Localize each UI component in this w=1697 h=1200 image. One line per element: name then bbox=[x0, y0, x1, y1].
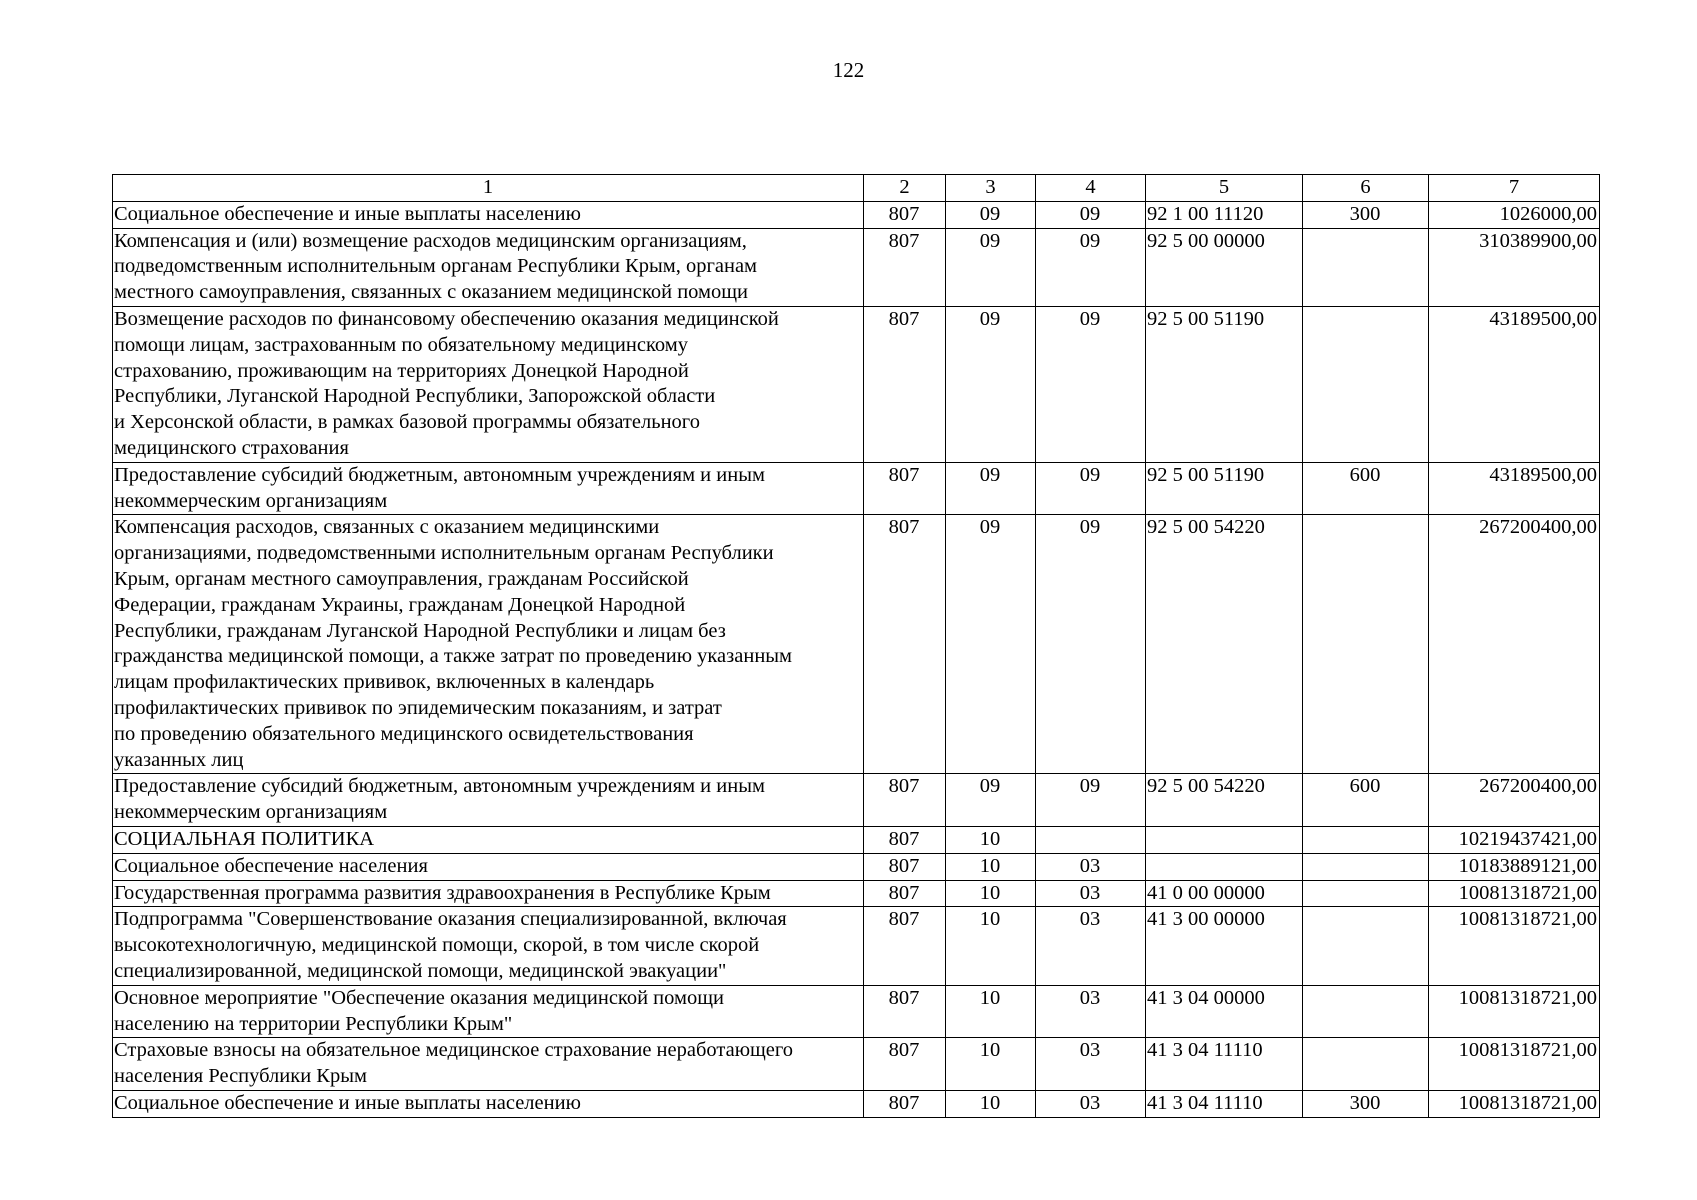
row-name: СОЦИАЛЬНАЯ ПОЛИТИКА bbox=[113, 826, 864, 853]
section-code: 09 bbox=[946, 462, 1036, 515]
page-number: 122 bbox=[832, 58, 865, 82]
expense-type-code bbox=[1303, 826, 1429, 853]
table-row bbox=[113, 462, 1600, 515]
section-code: 09 bbox=[946, 774, 1036, 827]
section-code: 09 bbox=[946, 228, 1036, 306]
column-header: 3 bbox=[946, 175, 1036, 202]
target-article-code: 92 1 00 11120 bbox=[1146, 201, 1303, 228]
row-name: Компенсация и (или) возмещение расходов медицинским организациям, подведомственным исполнительным органам Республики Крым, органам местного самоуправления, связанных с оказанием медицинской помощи bbox=[113, 228, 864, 306]
expense-type-code bbox=[1303, 880, 1429, 907]
row-name: Предоставление субсидий бюджетным, автономным учреждениям и иным некоммерческим организациям bbox=[113, 774, 864, 827]
table-row bbox=[113, 907, 1600, 985]
table-row bbox=[113, 306, 1600, 462]
expense-type-code: 300 bbox=[1303, 201, 1429, 228]
table-row bbox=[113, 201, 1600, 228]
subsection-code: 09 bbox=[1036, 201, 1146, 228]
column-header: 1 bbox=[113, 175, 864, 202]
subsection-code: 03 bbox=[1036, 880, 1146, 907]
section-code: 10 bbox=[946, 1090, 1036, 1117]
target-article-code: 41 3 04 11110 bbox=[1146, 1090, 1303, 1117]
amount: 10081318721,00 bbox=[1429, 1038, 1600, 1091]
expense-type-code bbox=[1303, 907, 1429, 985]
expense-type-code bbox=[1303, 985, 1429, 1038]
ministry-code: 807 bbox=[864, 880, 946, 907]
section-code: 10 bbox=[946, 826, 1036, 853]
expense-type-code bbox=[1303, 1038, 1429, 1091]
row-name: Государственная программа развития здравоохранения в Республике Крым bbox=[113, 880, 864, 907]
expense-type-code bbox=[1303, 228, 1429, 306]
amount: 310389900,00 bbox=[1429, 228, 1600, 306]
section-code: 10 bbox=[946, 853, 1036, 880]
amount: 10081318721,00 bbox=[1429, 985, 1600, 1038]
subsection-code: 09 bbox=[1036, 228, 1146, 306]
table-row bbox=[113, 853, 1600, 880]
row-name: Подпрограмма "Совершенствование оказания специализированной, включая высокотехнологичную, медицинской помощи, скорой, в том числе скорой специализированной, медицинской помощи, медицинской эвакуации" bbox=[113, 907, 864, 985]
subsection-code: 03 bbox=[1036, 985, 1146, 1038]
column-header: 4 bbox=[1036, 175, 1146, 202]
row-name: Предоставление субсидий бюджетным, автономным учреждениям и иным некоммерческим организациям bbox=[113, 462, 864, 515]
expense-type-code bbox=[1303, 853, 1429, 880]
amount: 10219437421,00 bbox=[1429, 826, 1600, 853]
target-article-code: 41 3 04 00000 bbox=[1146, 985, 1303, 1038]
expense-type-code: 600 bbox=[1303, 462, 1429, 515]
table-row bbox=[113, 1090, 1600, 1117]
ministry-code: 807 bbox=[864, 853, 946, 880]
section-code: 09 bbox=[946, 201, 1036, 228]
target-article-code: 92 5 00 54220 bbox=[1146, 515, 1303, 774]
target-article-code: 92 5 00 51190 bbox=[1146, 462, 1303, 515]
subsection-code: 03 bbox=[1036, 1090, 1146, 1117]
ministry-code: 807 bbox=[864, 907, 946, 985]
target-article-code: 41 3 00 00000 bbox=[1146, 907, 1303, 985]
table-row bbox=[113, 515, 1600, 774]
target-article-code: 41 0 00 00000 bbox=[1146, 880, 1303, 907]
ministry-code: 807 bbox=[864, 515, 946, 774]
ministry-code: 807 bbox=[864, 985, 946, 1038]
target-article-code: 41 3 04 11110 bbox=[1146, 1038, 1303, 1091]
expense-type-code bbox=[1303, 515, 1429, 774]
amount: 43189500,00 bbox=[1429, 306, 1600, 462]
target-article-code: 92 5 00 51190 bbox=[1146, 306, 1303, 462]
section-code: 09 bbox=[946, 306, 1036, 462]
table-row bbox=[113, 880, 1600, 907]
amount: 267200400,00 bbox=[1429, 515, 1600, 774]
section-code: 10 bbox=[946, 880, 1036, 907]
ministry-code: 807 bbox=[864, 462, 946, 515]
section-code: 10 bbox=[946, 907, 1036, 985]
column-header: 2 bbox=[864, 175, 946, 202]
row-name: Компенсация расходов, связанных с оказанием медицинскими организациями, подведомственными исполнительным органам Республики Крым, органам местного самоуправления, гражданам Российской Федерации, гражданам Украины, гражданам Донецкой Народной Республики, гражданам Луганской Народной Республики и лицам без гражданства медицинской помощи, а также затрат по проведению указанным лицам профилактических прививок, включенных в календарь профилактических прививок по эпидемическим показаниям, и затрат по проведению обязательного медицинского освидетельствования указанных лиц bbox=[113, 515, 864, 774]
row-name: Страховые взносы на обязательное медицинское страхование неработающего населения Республики Крым bbox=[113, 1038, 864, 1091]
amount: 10081318721,00 bbox=[1429, 907, 1600, 985]
table-row bbox=[113, 826, 1600, 853]
column-header: 7 bbox=[1429, 175, 1600, 202]
row-name: Социальное обеспечение и иные выплаты населению bbox=[113, 1090, 864, 1117]
row-name: Социальное обеспечение населения bbox=[113, 853, 864, 880]
amount: 10183889121,00 bbox=[1429, 853, 1600, 880]
column-header: 5 bbox=[1146, 175, 1303, 202]
section-code: 09 bbox=[946, 515, 1036, 774]
amount: 10081318721,00 bbox=[1429, 1090, 1600, 1117]
subsection-code: 03 bbox=[1036, 1038, 1146, 1091]
ministry-code: 807 bbox=[864, 826, 946, 853]
expense-type-code bbox=[1303, 306, 1429, 462]
subsection-code bbox=[1036, 826, 1146, 853]
row-name: Возмещение расходов по финансовому обеспечению оказания медицинской помощи лицам, застрахованным по обязательному медицинскому страхованию, проживающим на территориях Донецкой Народной Республики, Луганской Народной Республики, Запорожской области и Херсонской области, в рамках базовой программы обязательного медицинского страхования bbox=[113, 306, 864, 462]
subsection-code: 03 bbox=[1036, 907, 1146, 985]
section-code: 10 bbox=[946, 1038, 1036, 1091]
subsection-code: 09 bbox=[1036, 515, 1146, 774]
expense-type-code: 600 bbox=[1303, 774, 1429, 827]
header-row bbox=[113, 175, 1600, 202]
column-header: 6 bbox=[1303, 175, 1429, 202]
ministry-code: 807 bbox=[864, 228, 946, 306]
row-name: Социальное обеспечение и иные выплаты населению bbox=[113, 201, 864, 228]
expense-type-code: 300 bbox=[1303, 1090, 1429, 1117]
ministry-code: 807 bbox=[864, 774, 946, 827]
target-article-code: 92 5 00 00000 bbox=[1146, 228, 1303, 306]
table-row bbox=[113, 985, 1600, 1038]
amount: 10081318721,00 bbox=[1429, 880, 1600, 907]
amount: 43189500,00 bbox=[1429, 462, 1600, 515]
row-name: Основное мероприятие "Обеспечение оказания медицинской помощи населению на территории Республики Крым" bbox=[113, 985, 864, 1038]
table-row bbox=[113, 1038, 1600, 1091]
target-article-code bbox=[1146, 826, 1303, 853]
table-row bbox=[113, 774, 1600, 827]
subsection-code: 09 bbox=[1036, 306, 1146, 462]
subsection-code: 03 bbox=[1036, 853, 1146, 880]
section-code: 10 bbox=[946, 985, 1036, 1038]
ministry-code: 807 bbox=[864, 201, 946, 228]
amount: 267200400,00 bbox=[1429, 774, 1600, 827]
amount: 1026000,00 bbox=[1429, 201, 1600, 228]
target-article-code bbox=[1146, 853, 1303, 880]
budget-table bbox=[112, 174, 1600, 1118]
ministry-code: 807 bbox=[864, 1038, 946, 1091]
target-article-code: 92 5 00 54220 bbox=[1146, 774, 1303, 827]
ministry-code: 807 bbox=[864, 1090, 946, 1117]
table-row bbox=[113, 228, 1600, 306]
ministry-code: 807 bbox=[864, 306, 946, 462]
subsection-code: 09 bbox=[1036, 774, 1146, 827]
subsection-code: 09 bbox=[1036, 462, 1146, 515]
